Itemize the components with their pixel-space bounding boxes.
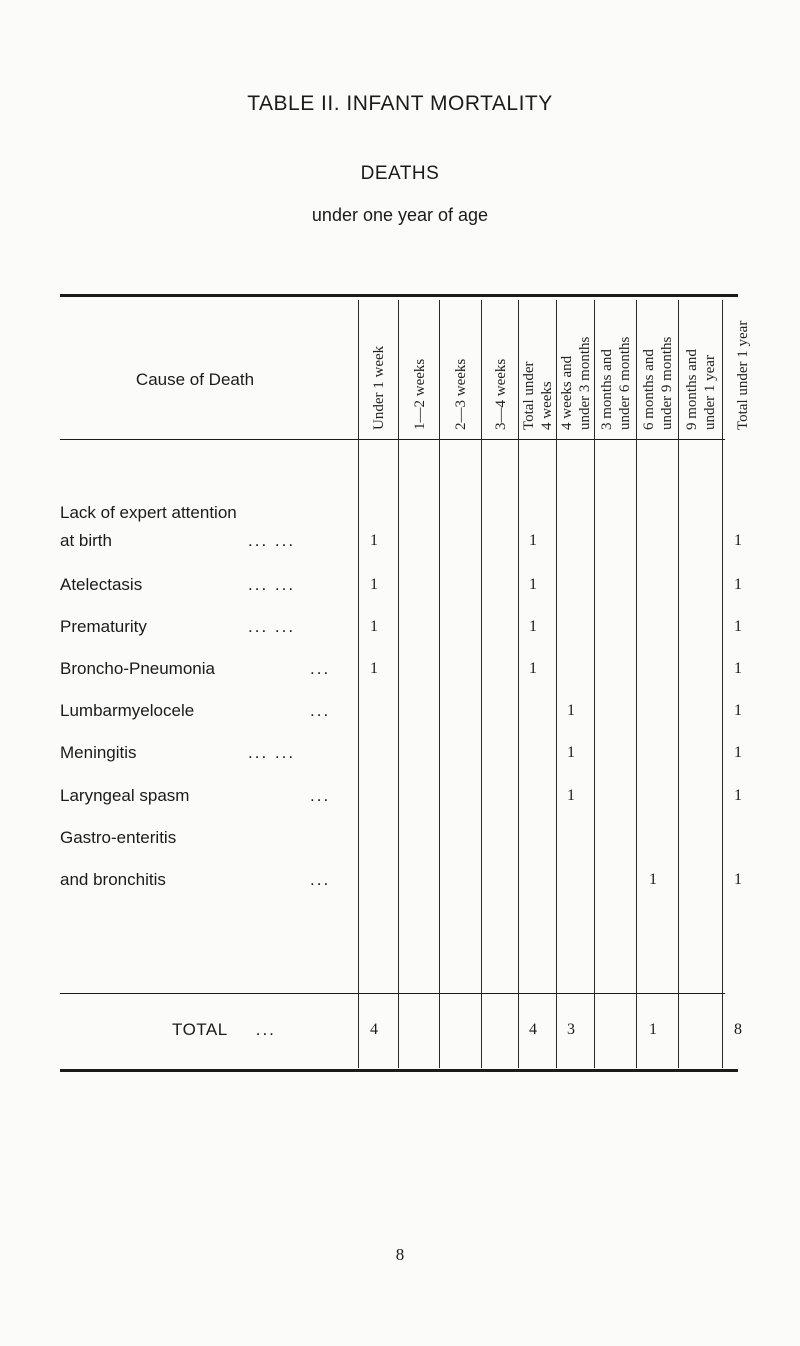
leader-dots: ... — [310, 870, 331, 889]
table-cell: 1 — [529, 532, 537, 549]
total-cell: 4 — [370, 1021, 378, 1038]
total-cell: 3 — [567, 1021, 575, 1038]
cause-label: Meningitis — [60, 743, 137, 762]
table-cell: 1 — [734, 787, 742, 804]
total-cell: 8 — [734, 1021, 742, 1038]
table-cell: 1 — [734, 576, 742, 593]
leader-dots: ... — [310, 701, 331, 720]
column-header-line: under 6 months — [617, 336, 633, 430]
table-cell: 1 — [529, 660, 537, 677]
column-header — [598, 337, 634, 430]
cause-label: Prematurity — [60, 617, 147, 636]
column-header-line: under 3 months — [577, 336, 593, 430]
leader-dots: ... ... — [248, 743, 296, 762]
column-rule — [556, 300, 557, 1068]
column-header-line: under 1 year — [702, 355, 718, 430]
column-header-line: Total under — [521, 361, 537, 430]
cause-label: Gastro-enteritis — [60, 828, 177, 847]
leader-dots: ... ... — [248, 531, 296, 550]
table-cell: 1 — [649, 871, 657, 888]
cause-label: Lumbarmyelocele — [60, 701, 195, 720]
cause-label: at birth — [60, 531, 112, 550]
leader-dots: ... ... — [248, 617, 296, 636]
page-title: TABLE II. INFANT MORTALITY — [247, 92, 553, 115]
column-header — [520, 361, 556, 430]
table-subtitle-detail: under one year of age — [311, 205, 489, 225]
column-header-line: 6 months and — [641, 349, 657, 430]
table-cell: 1 — [370, 660, 378, 677]
page-number: 8 — [395, 1245, 405, 1264]
column-rule — [481, 300, 482, 1068]
table-cell: 1 — [734, 660, 742, 677]
column-header-line: under 9 months — [659, 336, 675, 430]
column-header-line: Total under 1 year — [735, 320, 751, 430]
bottom-rule — [60, 1069, 738, 1072]
cause-label: Atelectasis — [60, 575, 143, 594]
header-rule — [60, 439, 725, 440]
column-header-line: 4 weeks — [539, 381, 555, 430]
column-header-line: 3 months and — [599, 349, 615, 430]
table-subtitle: DEATHS — [360, 163, 440, 184]
cause-label: and bronchitis — [60, 870, 166, 889]
column-header — [558, 337, 594, 430]
column-rule — [722, 300, 723, 1068]
column-rule — [358, 300, 359, 1068]
total-rule — [60, 993, 725, 994]
total-cell: 1 — [649, 1021, 657, 1038]
table-cell: 1 — [567, 702, 575, 719]
table-cell: 1 — [734, 871, 742, 888]
table-cell: 1 — [567, 787, 575, 804]
total-label: TOTAL ... — [172, 1020, 276, 1039]
column-header — [370, 346, 388, 430]
column-header-line: 2—3 weeks — [453, 358, 469, 430]
column-header-line: 1—2 weeks — [411, 358, 428, 430]
column-rule — [636, 300, 637, 1068]
column-rule — [439, 300, 440, 1068]
table-cell: 1 — [370, 618, 378, 635]
cause-of-death-header: Cause of Death — [135, 370, 255, 389]
table-cell: 1 — [529, 576, 537, 593]
leader-dots: ... — [310, 786, 331, 805]
cause-label: Broncho-Pneumonia — [60, 659, 215, 678]
column-header-line: 3—4 weeks — [492, 358, 509, 430]
column-header — [452, 359, 470, 430]
table-cell: 1 — [370, 532, 378, 549]
column-header — [492, 359, 510, 430]
cause-label: Lack of expert attention — [60, 503, 237, 522]
leader-dots: ... — [310, 659, 331, 678]
table-cell: 1 — [529, 618, 537, 635]
column-header — [683, 349, 719, 430]
top-rule — [60, 294, 738, 297]
table-cell: 1 — [370, 576, 378, 593]
column-rule — [398, 300, 399, 1068]
column-header-line: Under 1 week — [371, 345, 387, 430]
leader-dots: ... ... — [248, 575, 296, 594]
column-header — [734, 321, 752, 430]
table-cell: 1 — [734, 532, 742, 549]
column-header-line: 4 weeks and — [559, 355, 575, 430]
column-header-line: 9 months and — [684, 349, 700, 430]
cause-label: Laryngeal spasm — [60, 786, 190, 805]
table-cell: 1 — [734, 744, 742, 761]
column-rule — [678, 300, 679, 1068]
total-cell: 4 — [529, 1021, 537, 1038]
table-cell: 1 — [734, 618, 742, 635]
table-cell: 1 — [734, 702, 742, 719]
column-header — [411, 359, 429, 430]
table-cell: 1 — [567, 744, 575, 761]
column-header — [640, 337, 676, 430]
column-rule — [594, 300, 595, 1068]
column-rule — [518, 300, 519, 1068]
